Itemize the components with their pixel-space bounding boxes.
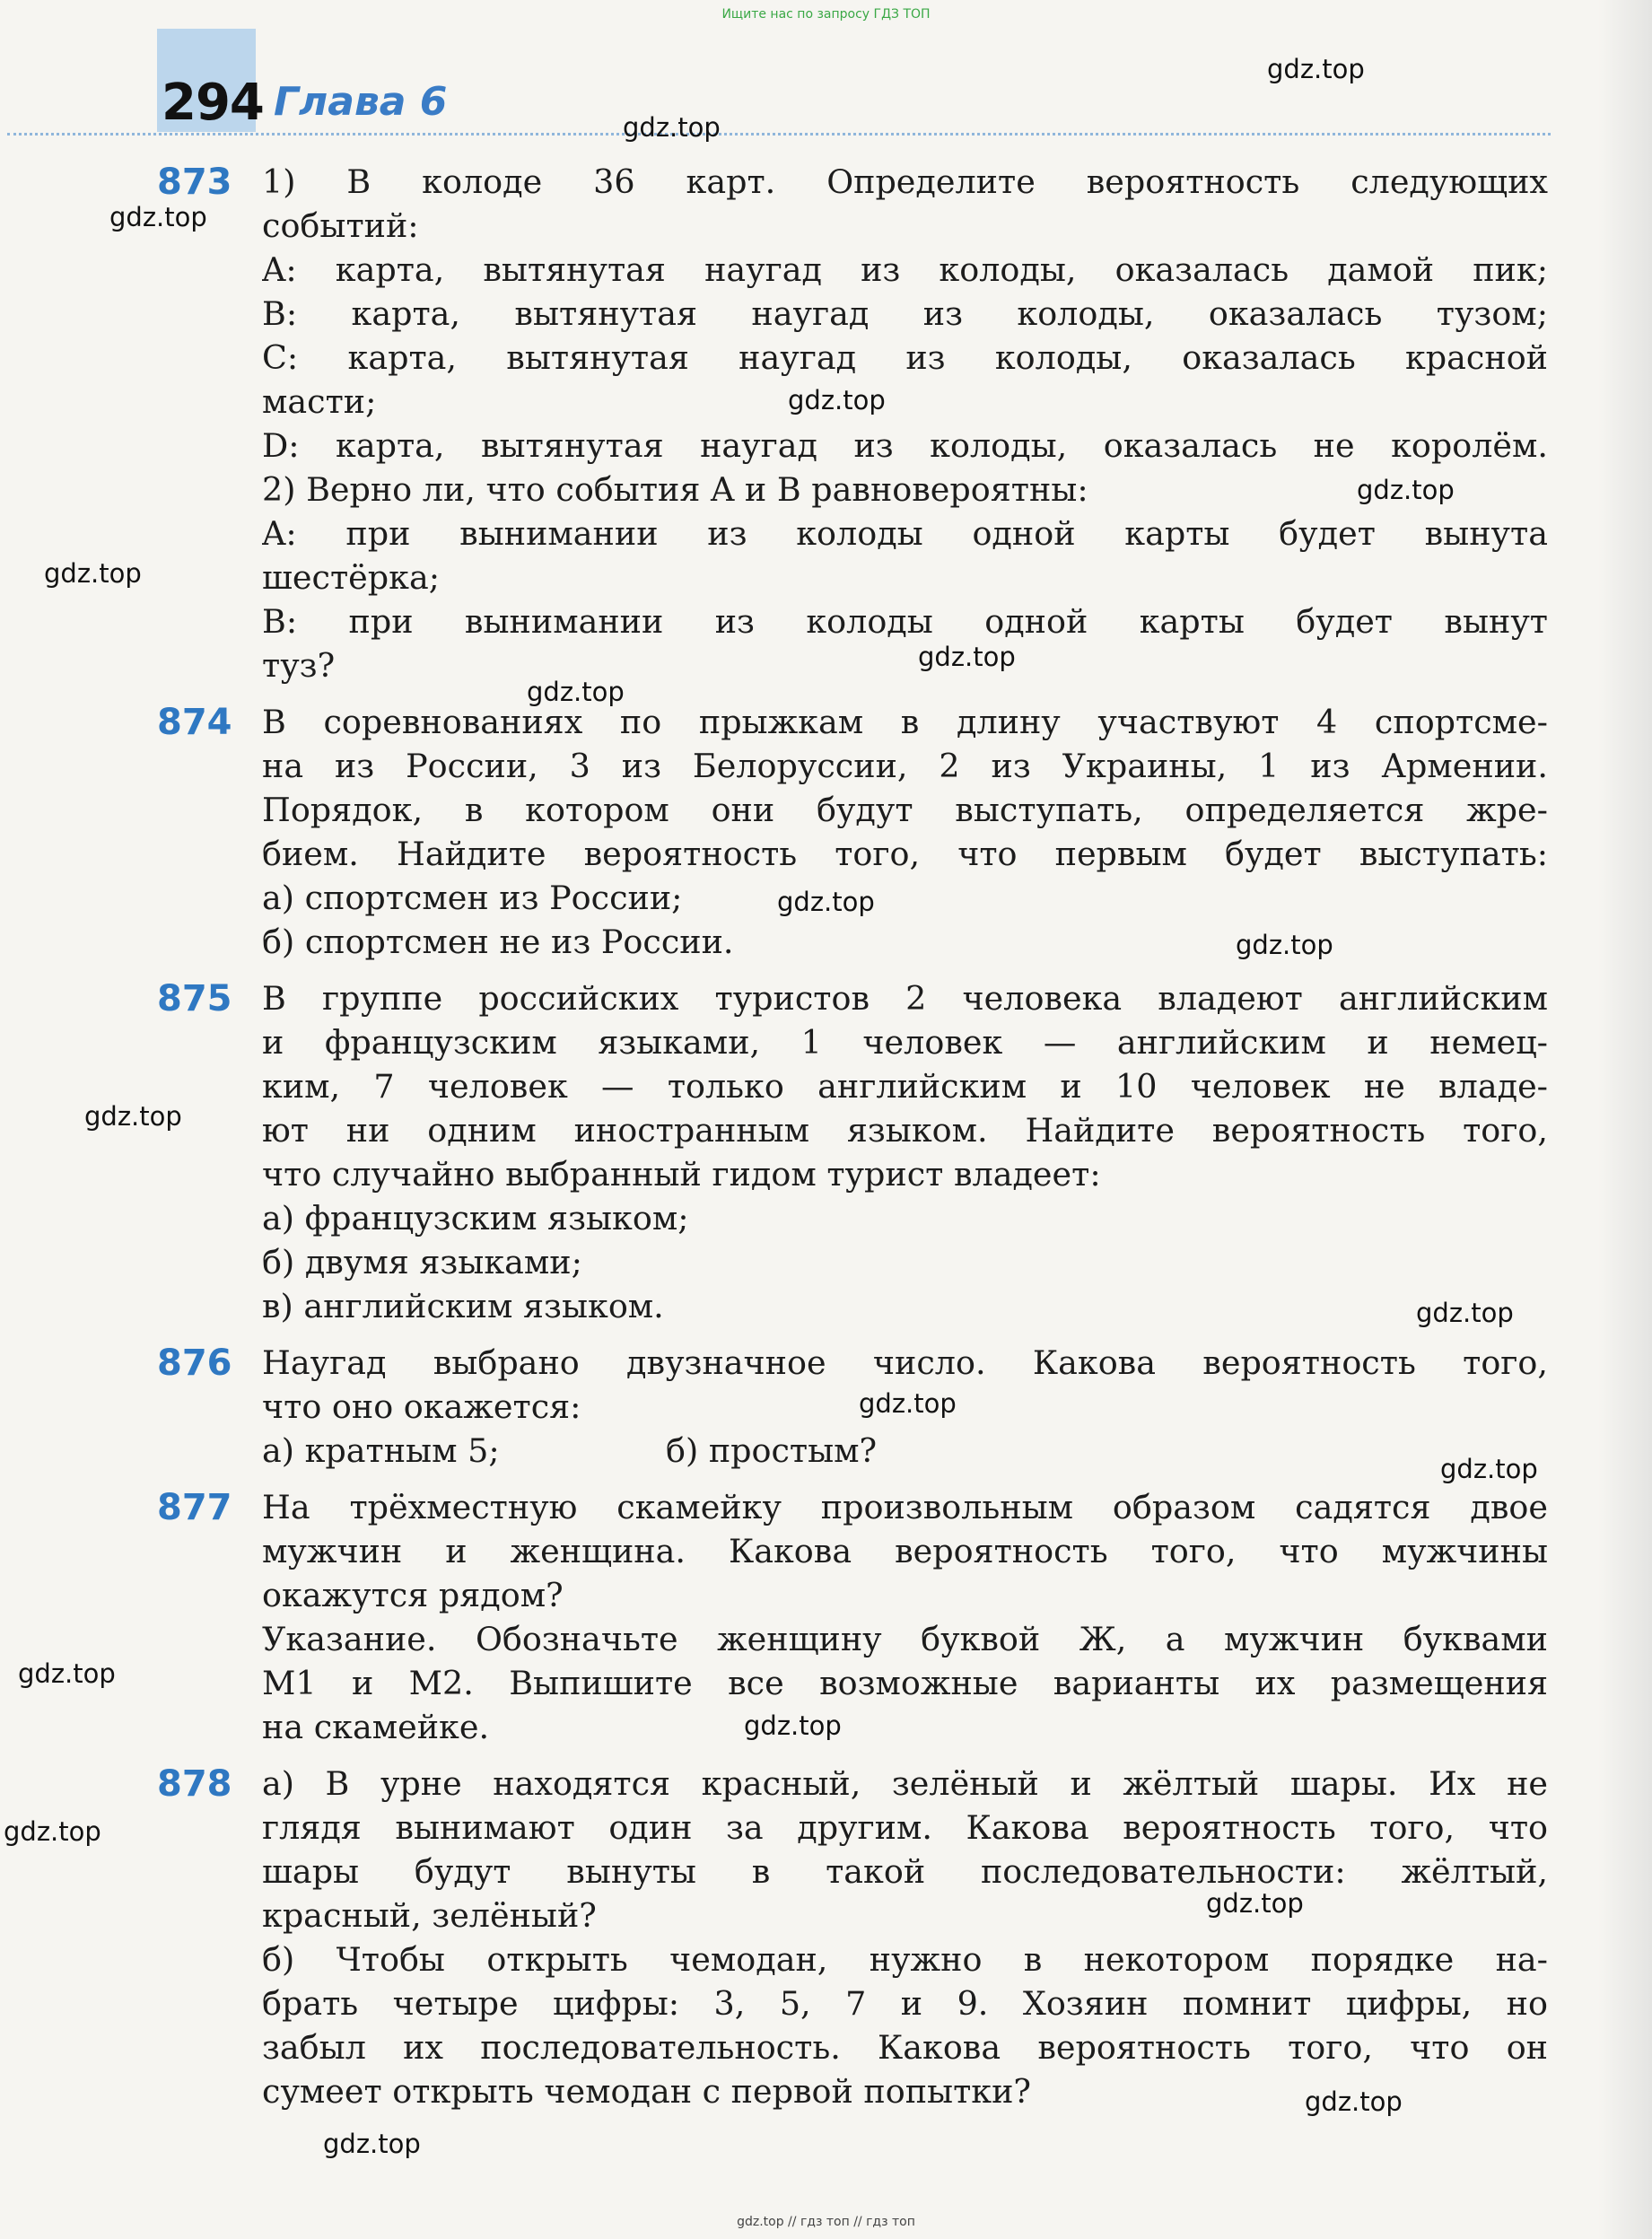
text-line: A: карта, вытянутая наугад из колоды, оказалась дамой пик; (262, 250, 1548, 289)
watermark: gdz.top (744, 1710, 842, 1741)
text-line: A: при вынимании из колоды одной карты будет вынута (262, 514, 1548, 553)
text-line: туз? (262, 646, 336, 685)
watermark: gdz.top (527, 677, 625, 707)
text-line: 1) В колоде 36 карт. Определите вероятность следующих (262, 162, 1548, 201)
watermark: gdz.top (1267, 54, 1365, 84)
watermark: gdz.top (623, 112, 721, 143)
text-line: глядя вынимают один за другим. Какова вероятность того, что (262, 1808, 1548, 1847)
problems-list (157, 160, 1548, 2113)
text-line: на из России, 3 из Белоруссии, 2 из Украины, 1 из Армении. (262, 747, 1548, 785)
problem-877 (157, 1485, 1548, 1749)
watermark: gdz.top (777, 887, 875, 917)
watermark: gdz.top (323, 2129, 421, 2159)
watermark: gdz.top (1416, 1298, 1514, 1328)
text-line: На трёхместную скамейку произвольным образом садятся двое (262, 1488, 1548, 1526)
text-line: а) В урне находятся красный, зелёный и жёлтый шары. Их не (262, 1764, 1548, 1803)
watermark: gdz.top (18, 1658, 116, 1689)
text-line: мужчин и женщина. Какова вероятность того, что мужчины (262, 1532, 1548, 1570)
watermark: gdz.top (788, 385, 886, 415)
top-banner: Ищите нас по запросу ГДЗ ТОП (721, 7, 931, 22)
problem-number: 874 (157, 702, 232, 743)
watermark: gdz.top (1305, 2086, 1403, 2117)
header-divider (7, 133, 1551, 136)
page-edge-shadow (1598, 0, 1652, 2239)
text-line: бием. Найдите вероятность того, что первым будет выступать: (262, 835, 1548, 873)
text-line: C: карта, вытянутая наугад из колоды, оказалась красной (262, 338, 1548, 377)
text-line: ким, 7 человек — только английским и 10 человек не владе- (262, 1067, 1548, 1106)
page-number: 294 (162, 74, 264, 132)
text-line: в) английским языком. (262, 1287, 664, 1325)
watermark: gdz.top (109, 202, 207, 232)
text-line: а) французским языком; (262, 1199, 689, 1238)
option-b: б) простым? (666, 1431, 878, 1470)
text-line: масти; (262, 382, 377, 421)
text-line: брать четыре цифры: 3, 5, 7 и 9. Хозяин помнит цифры, но (262, 1984, 1548, 2023)
text-line: D: карта, вытянутая наугад из колоды, оказалась не королём. (262, 426, 1548, 465)
watermark: gdz.top (1206, 1888, 1304, 1919)
text-line: на скамейке. (262, 1708, 490, 1746)
problem-876 (157, 1341, 1548, 1473)
text-line: что оно окажется: (262, 1387, 581, 1426)
text-line: забыл их последовательность. Какова вероятность того, что он (262, 2028, 1548, 2067)
problem-878 (157, 1762, 1548, 2113)
watermark: gdz.top (918, 642, 1016, 672)
text-line: и французским языками, 1 человек — английским и немец- (262, 1023, 1548, 1062)
option-a: а) кратным 5; (262, 1431, 500, 1470)
problem-873 (157, 160, 1548, 687)
text-line: красный, зелёный? (262, 1896, 597, 1935)
text-line: шестёрка; (262, 558, 441, 597)
text-line: В группе российских туристов 2 человека владеют английским (262, 979, 1548, 1018)
problem-number: 878 (157, 1763, 232, 1805)
text-line: что случайно выбранный гидом турист владеет: (262, 1155, 1101, 1194)
text-line: Указание. Обозначьте женщину буквой Ж, а мужчин буквами (262, 1620, 1548, 1658)
watermark: gdz.top (1440, 1454, 1538, 1484)
text-line: B: карта, вытянутая наугад из колоды, оказалась тузом; (262, 294, 1548, 333)
problem-874 (157, 700, 1548, 964)
text-line: Порядок, в котором они будут выступать, определяется жре- (262, 791, 1548, 829)
watermark: gdz.top (859, 1388, 957, 1419)
text-line: б) двумя языками; (262, 1243, 582, 1281)
text-line: B: при вынимании из колоды одной карты будет вынут (262, 602, 1548, 641)
watermark: gdz.top (44, 558, 142, 589)
answer-options (262, 1429, 1548, 1473)
text-line: М1 и М2. Выпишите все возможные варианты их размещения (262, 1664, 1548, 1702)
problem-number: 873 (157, 162, 232, 203)
text-line: ют ни одним иностранным языком. Найдите вероятность того, (262, 1111, 1548, 1150)
watermark: gdz.top (1236, 930, 1333, 960)
text-line: б) спортсмен не из России. (262, 923, 734, 961)
problem-number: 876 (157, 1343, 232, 1384)
watermark: gdz.top (1357, 475, 1455, 505)
text-line: В соревнованиях по прыжкам в длину участвуют 4 спортсме- (262, 703, 1548, 741)
text-line: окажутся рядом? (262, 1576, 564, 1614)
text-line: а) спортсмен из России; (262, 879, 683, 917)
watermark: gdz.top (84, 1101, 182, 1132)
footer: gdz.top // гдз топ // гдз топ (737, 2215, 915, 2229)
chapter-title: Глава 6 (274, 79, 448, 125)
text-line: Наугад выбрано двузначное число. Какова вероятность того, (262, 1343, 1548, 1382)
text-line: событий: (262, 206, 419, 245)
watermark: gdz.top (4, 1816, 101, 1847)
problem-875 (157, 976, 1548, 1328)
text-line: сумеет открыть чемодан с первой попытки? (262, 2072, 1032, 2111)
text-line: б) Чтобы открыть чемодан, нужно в некотором порядке на- (262, 1940, 1548, 1979)
problem-number: 875 (157, 978, 232, 1019)
text-line: 2) Верно ли, что события A и B равновероятны: (262, 470, 1088, 509)
problem-number: 877 (157, 1487, 232, 1528)
text-line: шары будут вынуты в такой последовательности: жёлтый, (262, 1852, 1548, 1891)
